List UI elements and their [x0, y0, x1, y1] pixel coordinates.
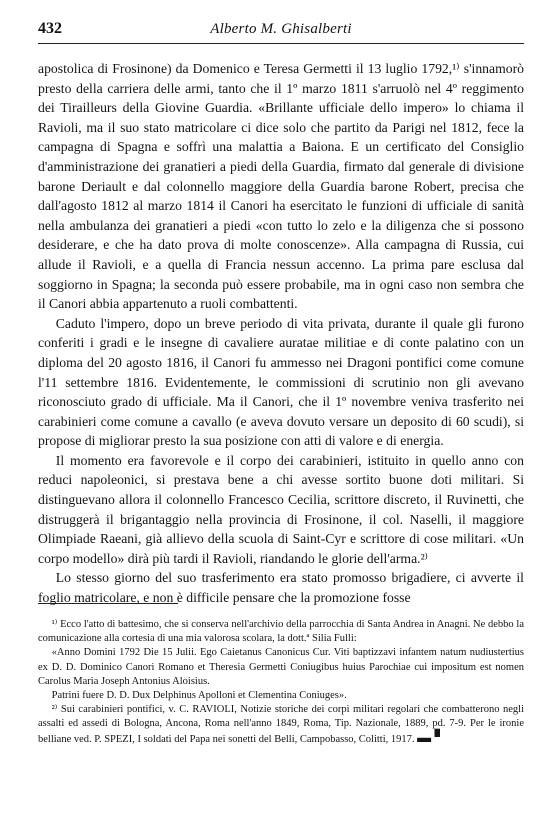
footnotes — [38, 618, 524, 747]
page-header — [38, 20, 524, 42]
running-head: Alberto M. Ghisalberti — [210, 21, 352, 37]
ornament-mark: ▬ ▘ — [417, 730, 446, 746]
paragraph: Caduto l'impero, dopo un breve periodo di vita privata, durante il quale gli furono conferiti i gradi e le insegne di cavaliere auratae militiae e di conte palatino con un diploma del 20 agosto 1816, il Canori fu ammesso nei Dragoni pontifici come comune l'11 settembre 1816. Evidentemente, le commissioni di scrutinio non gli avevano riconosciuto grado di ufficiale. Ma il Canori, che il 1º novembre veniva trasferito nei carabinieri come comune a cavallo (e aveva dovuto versare un deposito di 60 scudi), si propose di migliorar presto la sua posizione con atti di valore e di energia. — [38, 315, 524, 449]
header-rule — [38, 43, 524, 44]
main-text — [38, 59, 524, 608]
footnote-divider — [38, 603, 178, 604]
paragraph: apostolica di Frosinone) da Domenico e Teresa Germetti il 13 luglio 1792,¹⁾ s'innamorò presto della carriera delle armi, tanto che il 1º marzo 1811 s'arruolò nel 4º reggimento dei Tirailleurs della Giovine Guardia. «Brillante ufficiale dello impero» lo chiama il Ravioli, ma il suo stato matricolare ci dice solo che partito da Parigi nel 1812, fece la campagna di Spagna e soffrì una malattia a Baiona. E un certificato del Consiglio d'amministrazione dei granatieri a piedi della Guardia, firmato dal generale di divisione barone Deriault e dal colonnello maggiore della Guardia barone Robert, precisa che dall'agosto 1812 al marzo 1814 il Canori ha esercitato le funzioni di ufficiale di sanità nella ambulanza dei granatieri a piedi «con tutto lo zelo e la diligenza che si possono desiderare, e che ha dato prova di molte conoscenze». Alla campagna di Russia, cui allude il Ravioli, e a quella di Francia nessun accenno. La prima pare esclusa dal soggiorno in Spagna; la seconda può essere probabile, ma in ogni caso non sembra che il Canori abbia appartenuto a ruoli combattenti. — [38, 61, 524, 312]
footnote-quote: «Anno Domini 1792 Die 15 Julii. Ego Caietanus Canonicus Cur. Viti baptizzavi infantem natum nudiustertius ex D. D. Dominico Canori Romano et Theresia Germetti Coniugibus huius Parochiae cui impositum est nomen Carolus Maria Joseph Antonius Aloisius. — [38, 647, 524, 687]
footnote-quote: Patrini fuere D. D. Dux Delphinus Apolloni et Clementina Coniuges». — [51, 690, 347, 702]
footnote — [38, 703, 524, 747]
footnote: ¹⁾ Ecco l'atto di battesimo, che si conserva nell'archivio della parrocchia di Santa Andrea in Anagni. Ne debbo la comunicazione alla cortesia di una mia valorosa scolara, la dott.ª Silia Fulli: — [38, 619, 524, 645]
paragraph: Lo stesso giorno del suo trasferimento era stato promosso brigadiere, ci avverte il foglio matricolare, e non è difficile pensare che la promozione fosse — [38, 570, 524, 606]
page-number: 432 — [38, 20, 62, 37]
paragraph: Il momento era favorevole e il corpo dei carabinieri, istituito in quello anno con reduci napoleonici, si prestava bene a chi avesse sortito buone doti militari. Si distinguevano allora il colonnello Francesco Cecilia, scrittore discreto, il Ruvinetti, che distruggerà il brigantaggio nella provincia di Frosinone, il col. Naselli, il maggiore Olimpiade Raeani, già allievo della scuola di Saint-Cyr e scrittore di cose militari. «Un corpo modello» dirà più tardi il Ravioli, riandando le glorie dell'arma.²⁾ — [38, 452, 524, 566]
footnote-text: ²⁾ Sui carabinieri pontifici, v. C. RAVIOLI, Notizie storiche dei corpi militari regolari che combatterono negli assalti ed assedi di Bologna, Ancona, Roma nell'anno 1849, Roma, Tip. Nazionale, 1889, pd. 7-9. Per le ironie belliane ved. P. SPEZI, I soldati del Papa nei sonetti del Belli, Campobasso, Colitti, 1917. — [38, 704, 524, 745]
